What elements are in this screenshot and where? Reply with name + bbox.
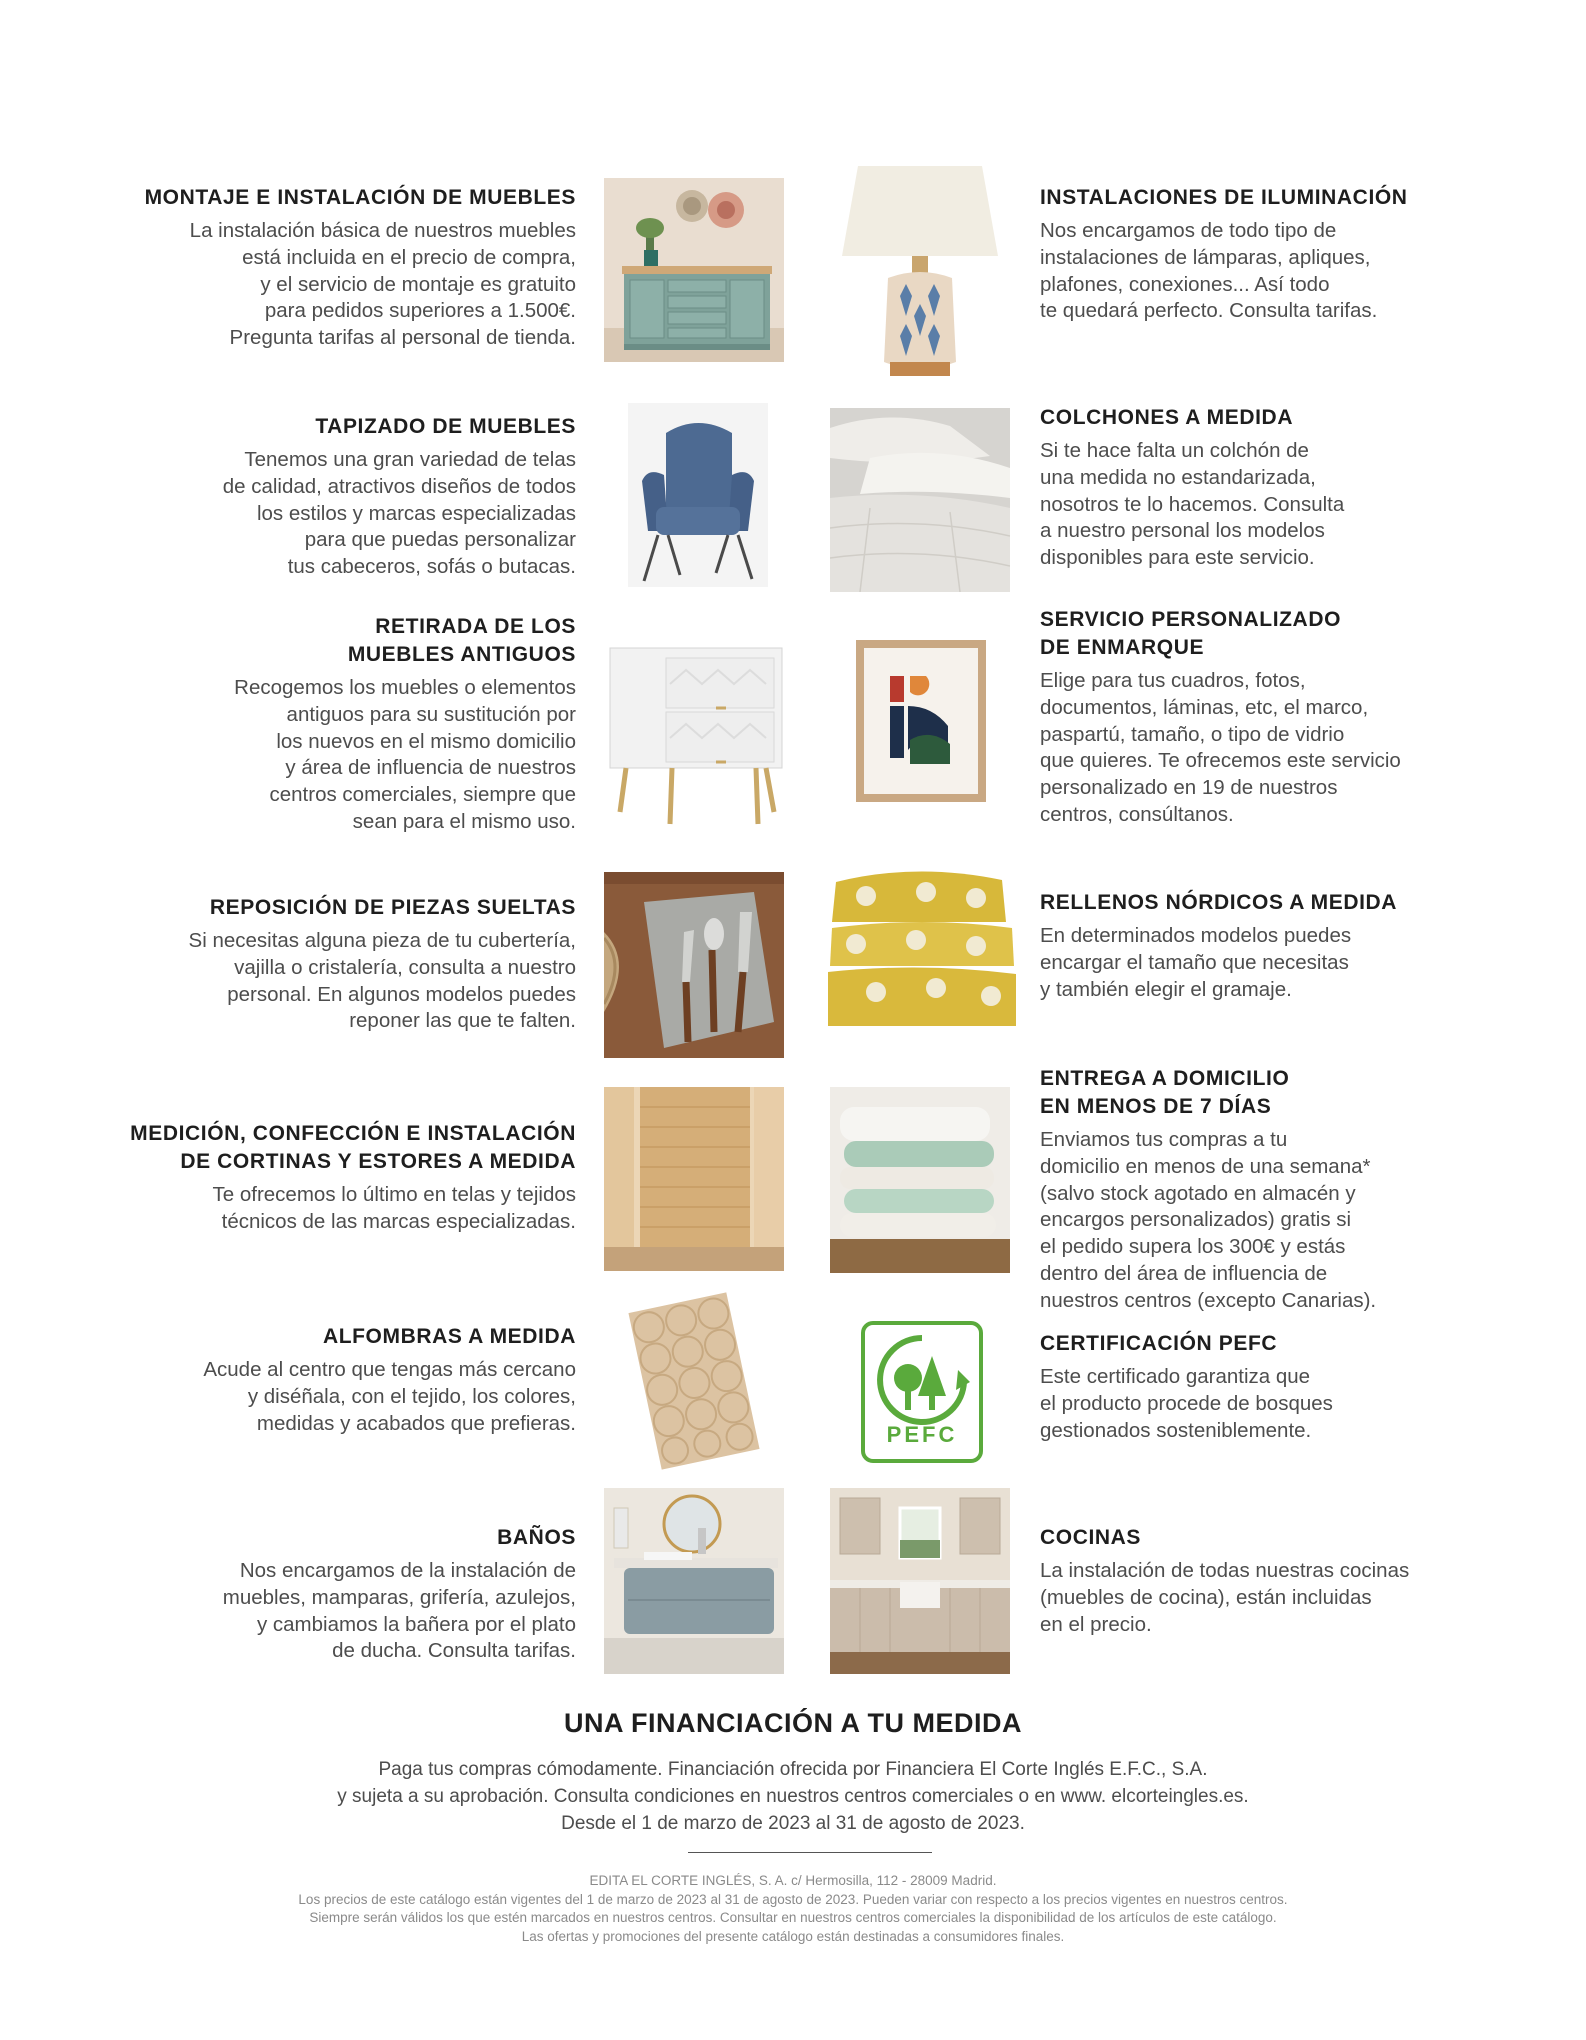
service-retirada (234, 613, 576, 836)
service-title: RELLENOS NÓRDICOS A MEDIDA (1040, 891, 1398, 914)
service-text: La instalación básica de nuestros muebles está incluida en el precio de compra, y el servicio de montaje es gratuito para pedidos superiores a 1.500€. Pregunta tarifas al personal de tienda. (189, 219, 576, 350)
service-title: BAÑOS (497, 1526, 576, 1549)
service-title: TAPIZADO DE MUEBLES (315, 415, 576, 438)
pefc-logo-text: PEFC (886, 1422, 958, 1447)
service-title: REPOSICIÓN DE PIEZAS SUELTAS (209, 896, 576, 919)
service-text: Este certificado garantiza que el producto procede de bosques gestionados sosteniblemente. (1040, 1365, 1333, 1442)
service-colchones (1040, 404, 1344, 572)
sideboard-image (604, 178, 784, 362)
service-text: Te ofrecemos lo último en telas y tejidos técnicos de las marcas especializadas. (212, 1183, 576, 1233)
service-enmarque (1040, 606, 1401, 829)
divider (688, 1852, 932, 1853)
service-banos (223, 1524, 576, 1665)
service-text: Acude al centro que tengas más cercano y diséñala, con el tejido, los colores, medidas y acabados que prefieras. (203, 1358, 576, 1435)
service-pefc (1040, 1330, 1333, 1444)
service-text: Si te hace falta un colchón de una medida no estandarizada, nosotros te lo hacemos. Consulta a nuestro personal los modelos disponibles para este servicio. (1040, 439, 1345, 570)
financing-text: Paga tus compras cómodamente. Financiación ofrecida por Financiera El Corte Inglés E.F.C., S.A. y sujeta a su aprobación. Consulta condiciones en nuestros centros comerciales o en www. elcorteingles.es. Desde el 1 de marzo de 2023 al 31 de agosto de 2023. (337, 1759, 1249, 1834)
service-text: Tenemos una gran variedad de telas de calidad, atractivos diseños de todos los estilos y marcas especializadas para que puedas personalizar tus cabeceros, sofás o butacas. (222, 448, 576, 579)
service-text: La instalación de todas nuestras cocinas (muebles de cocina), están incluidas en el precio. (1040, 1559, 1410, 1636)
service-montaje (145, 184, 576, 352)
service-text: En determinados modelos puedes encargar el tamaño que necesitas y también elegir el gramaje. (1040, 924, 1352, 1001)
service-title: MEDICIÓN, CONFECCIÓN E INSTALACIÓN DE CORTINAS Y ESTORES A MEDIDA (130, 1122, 576, 1173)
armchair-image (628, 403, 768, 587)
service-title: COCINAS (1040, 1526, 1142, 1549)
pefc-logo (860, 1320, 984, 1464)
service-text: Recogemos los muebles o elementos antiguos para su sustitución por los nuevos en el mismo domicilio y área de influencia de nuestros centros comerciales, siempre que sean para el mismo uso. (234, 676, 576, 833)
mattress-image (830, 408, 1010, 592)
cutlery-image (604, 872, 784, 1058)
service-text: Si necesitas alguna pieza de tu cubertería, vajilla o cristalería, consulta a nuestro personal. En algunos modelos puedes reponer las que te falten. (188, 929, 576, 1033)
nightstand-image (606, 644, 786, 830)
service-entrega (1040, 1065, 1376, 1315)
service-cortinas (130, 1120, 576, 1236)
service-alfombras (203, 1323, 576, 1437)
service-text: Elige para tus cuadros, fotos, documentos, láminas, etc, el marco, paspartú, tamaño, o tipo de vidrio que quieres. Te ofrecemos este servicio personalizado en 19 de nuestros centros, consúltanos. (1040, 669, 1401, 826)
financing-title: UNA FINANCIACIÓN A TU MEDIDA (564, 1708, 1022, 1738)
service-title: RETIRADA DE LOS MUEBLES ANTIGUOS (347, 615, 576, 666)
legal-text: EDITA EL CORTE INGLÉS, S. A. c/ Hermosilla, 112 - 28009 Madrid. Los precios de este catálogo están vigentes del 1 de marzo de 2023 al 31 de agosto de 2023. Pueden variar con respecto a los precios vigentes en nuestros centros. Siempre serán válidos los que estén marcados en nuestros centros. Consultar en nuestros centros comerciales la disponibilidad de los artículos de este catálogo. Las ofertas y promociones del presente catálogo están destinadas a consumidores finales. (298, 1873, 1288, 1944)
service-cocinas (1040, 1524, 1409, 1638)
service-title: CERTIFICACIÓN PEFC (1040, 1332, 1278, 1355)
bathroom-image (604, 1488, 784, 1674)
service-title: ENTREGA A DOMICILIO EN MENOS DE 7 DÍAS (1040, 1067, 1290, 1118)
service-title: COLCHONES A MEDIDA (1040, 406, 1294, 429)
curtain-image (604, 1087, 784, 1271)
service-reposicion (189, 894, 576, 1035)
service-text: Enviamos tus compras a tu domicilio en menos de una semana* (salvo stock agotado en almacén y encargos personalizados) gratis si el pedido supera los 300€ y estás dentro del área de influencia de nuestros centros (excepto Canarias). (1040, 1128, 1377, 1312)
kitchen-image (830, 1488, 1010, 1674)
service-title: SERVICIO PERSONALIZADO DE ENMARQUE (1040, 608, 1342, 659)
service-text: Nos encargamos de la instalación de muebles, mamparas, grifería, azulejos, y cambiamos la bañera por el plato de ducha. Consulta tarifas. (222, 1559, 576, 1663)
towels-image (830, 1087, 1010, 1273)
service-title: MONTAJE E INSTALACIÓN DE MUEBLES (144, 186, 576, 209)
service-title: INSTALACIONES DE ILUMINACIÓN (1040, 186, 1408, 209)
frame-image (856, 640, 986, 802)
service-tapizado (223, 413, 576, 581)
service-text: Nos encargamos de todo tipo de instalaciones de lámparas, apliques, plafones, conexiones... Así todo te quedará perfecto. Consulta tarifas. (1040, 219, 1378, 323)
rug-image (618, 1283, 770, 1479)
duvet-image (826, 866, 1018, 1036)
service-iluminacion (1040, 184, 1408, 325)
service-rellenos (1040, 889, 1397, 1003)
lamp-image (838, 166, 1002, 380)
service-title: ALFOMBRAS A MEDIDA (322, 1325, 576, 1348)
